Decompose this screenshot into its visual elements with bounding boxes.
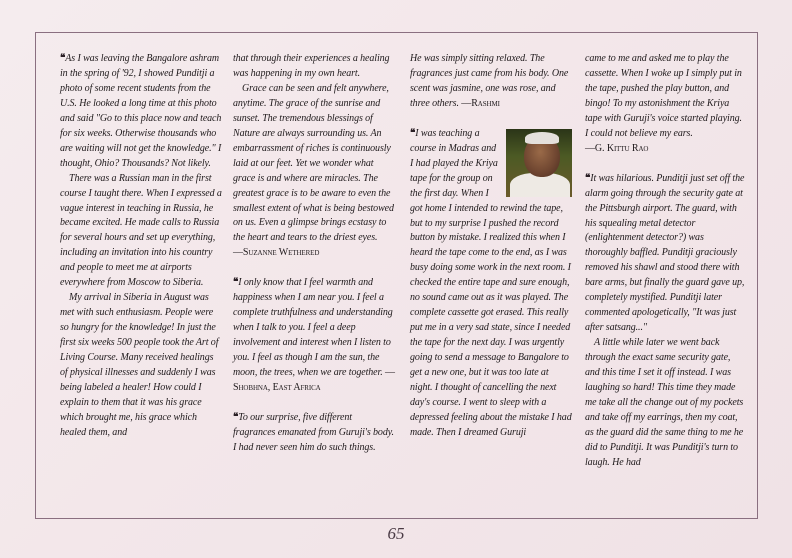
attribution: —Shobhna, East Africa <box>233 367 395 394</box>
paragraph: There was a Russian man in the first course I taught there. When I expressed a vague interest in teaching in Russia, he became excited. He made calls to Russia for several hours and set up everything, including an invitation into his country and people to meet me at airports everywhere from Moscow to Siberia. <box>60 172 222 289</box>
text-column-3 <box>410 52 572 441</box>
quote-mark-icon: ❝ <box>410 127 416 139</box>
paragraph: Grace can be seen and felt anywhere, anytime. The grace of the sunrise and sunset. The tremendous blessings of Nature are always surrounding us. An embarrassment of riches is continuously laid at our feet. Yet we wonder what grace is and where are miracles. The greatest grace is to be aware to even the smallest extent of what is being bestowed on us. Even a glimpse brings ecstasy to the heart and tears to the driest eyes. <box>233 82 394 244</box>
paragraph: ❝I only know that I feel warmth and happiness when I am near you. I feel a complete truthfulness and understanding when I talk to you. I feel a deep involvement and interest when I listen to you. I feel as though I am the sun, the moon, the trees, when we are together. —Shobhna, East Africa <box>233 277 395 394</box>
attribution: —G. Kittu Rao <box>585 142 649 154</box>
text-column-4 <box>585 52 747 471</box>
page-number: 65 <box>387 524 405 543</box>
quote-mark-icon: ❝ <box>233 411 239 423</box>
quote-mark-icon: ❝ <box>60 53 66 64</box>
guruji-portrait-photo <box>506 129 572 197</box>
quote-mark-icon: ❝ <box>585 172 591 184</box>
paragraph: My arrival in Siberia in August was met with such enthusiasm. People were so hungry for the knowledge! In just the first six weeks 500 people took the Art of Living Course. Many received healings of physical illnesses and suddenly I was being labeled a healer! How could I explain to them that it was his grace which brought me, his grace which healed them, and <box>60 292 219 438</box>
attribution: —Suzanne Wethered <box>233 247 320 259</box>
paragraph: that through their experiences a healing was happening in my own heart. <box>233 53 390 79</box>
paragraph: came to me and asked me to play the cassette. When I woke up I simply put in the tape, pushed the play button, and bingo! To my astonishment the Kriya tape with Guruji's voice started playing. I could not believe my ears. <box>585 53 742 139</box>
paragraph: ❝As I was leaving the Bangalore ashram in the spring of '92, I showed Punditji a photo of some recent students from the U.S. He looked a long time at this photo and said "Go to this place now and teach for six weeks. Otherwise thousands who are waiting will not get the knowledge." I thought, Ohio? Thousands? Not likely. <box>60 53 222 169</box>
paragraph: ❝To our surprise, five different fragrances emanated from Guruji's body. I had never seen him do such things. <box>233 411 394 453</box>
attribution: —Rashmi <box>461 97 500 109</box>
paragraph: ❝It was hilarious. Punditji just set off the alarm going through the security gate at the Pittsburgh airport. The guard, with his squealing metal detector (enlightenment detector?) was thoroughly baffled. Punditji graciously removed his shawl and stood there with bare arms, but finally the guard gave up, completely mystified. Punditji later commented apologetically, "It was just after satsang..." <box>585 172 745 334</box>
paragraph: ❝I was teaching a course in Madras and I had played the Kriya tape for the group on the first day. When I got home I intended to rewind the tape, but to my surprise I pushed the record button by mistake. I realized this when I heard the tape come to the end, as I was busy doing some work in the next room. I checked the entire tape and sure enough, no sound came out as it was played. The complete cassette got erased. This really put me in a very sad state, since I needed the tape for the next day. I was urgently going to send a message to Bangalore to get a new one, but it was too late at night. I thought of cancelling the next day's course. I went to sleep with a depressed feeling about the mistake I had made. Then I dreamed Guruji <box>410 127 572 438</box>
quote-mark-icon: ❝ <box>233 277 239 289</box>
paragraph: A little while later we went back through the exact same security gate, and this time I set it off instead. I was laughing so hard! This time they made me take all the change out of my pockets and take off my earrings, then my coat, as the guard did the same thing to me he did to Punditji. It was Punditji's turn to laugh. He had <box>585 337 744 468</box>
text-column-1 <box>60 52 222 441</box>
text-column-2 <box>233 52 395 456</box>
paragraph: He was simply sitting relaxed. The fragrances just came from his body. One scent was jasmine, one was rose, and three others. —Rashmi <box>410 53 569 109</box>
